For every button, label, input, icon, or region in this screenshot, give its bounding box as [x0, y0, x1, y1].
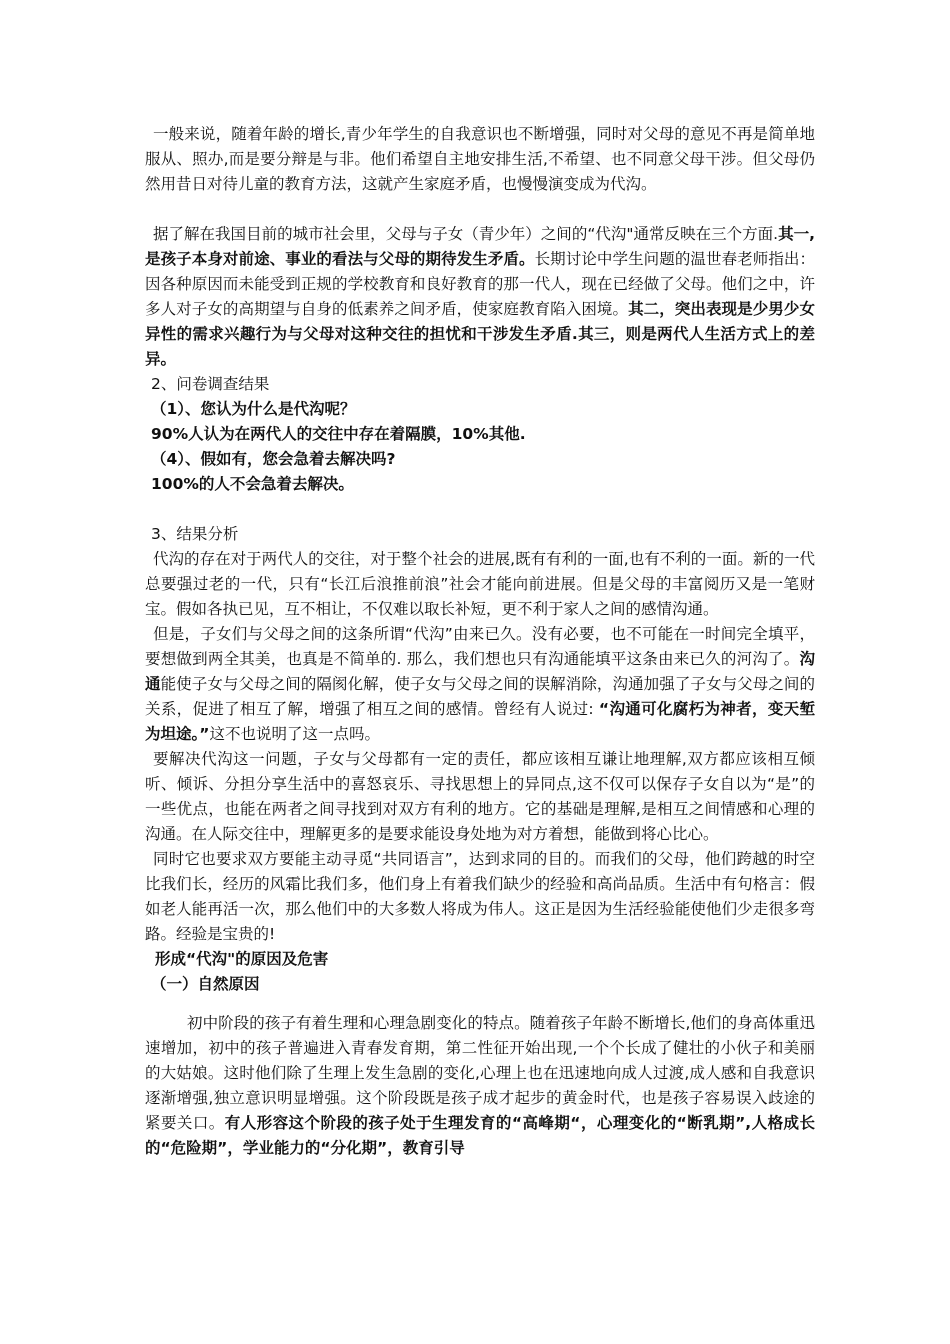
- paragraph-three-aspects: [145, 222, 815, 372]
- survey-answer-4: 100%的人不会急着去解决。: [151, 475, 354, 493]
- aspect-one-bold: 其一,是孩子本身对前途、事业的看法与父母的期待发生矛盾。: [145, 225, 816, 268]
- paragraph-gap: [145, 997, 815, 1011]
- causes-heading: 形成“代沟"的原因及危害: [155, 950, 329, 968]
- survey-heading: 2、问卷调查结果: [151, 375, 270, 393]
- teacher-quote: 长期讨论中学生问题的温世春老师指出：因各种原因而未能受到正规的学校教育和良好教育的那一代人，现在已经做了父母。他们之中，许多人对子女的高期望与自身的低素养之间矛盾，使家庭教育陷入困境。: [145, 250, 815, 318]
- natural-causes-paragraph: 初中阶段的孩子有着生理和心理急剧变化的特点。随着孩子年龄不断增长,他们的身高体重迅速增加，初中的孩子普遍进入青春发育期，第二性征开始出现,一个个长成了健壮的小伙子和美丽的大姑娘。这时他们除了生理上发生急剧的变化,心理上也在迅速地向成人过渡,成人感和自我意识逐渐增强,独立意识明显增强。这个阶段既是孩子成才起步的黄金时代，也是孩子容易误入歧途的紧要关口。有人形容这个阶段的孩子处于生理发育的“高峰期“，心理变化的“断乳期”,人格成长的“危险期”，学业能力的“分化期”，教育引导: [145, 1014, 815, 1157]
- causes-subheading-natural: （一）自然原因: [151, 975, 260, 993]
- document-page: [145, 122, 815, 1161]
- analysis-paragraph-3: 要解决代沟这一问题，子女与父母都有一定的责任，都应该相互谦让地理解,双方都应该相互倾听、倾诉、分担分享生活中的喜怒哀乐、寻找思想上的异同点,这不仅可以保存子女自以为“是”的一些优点，也能在两者之间寻找到对双方有利的地方。它的基础是理解,是相互之间情感和心理的沟通。在人际交往中，理解更多的是要求能设身处地为对方着想，能做到将心比心。: [145, 750, 815, 843]
- natural-causes-bold: 有人形容这个阶段的孩子处于生理发育的“高峰期“，心理变化的“断乳期”,人格成长的“危险期”，学业能力的“分化期”，教育引导: [145, 1114, 815, 1157]
- aspect-two-three-bold: 其二，突出表现是少男少女异性的需求兴趣行为与父母对这种交往的担忧和干涉发生矛盾.其三，则是两代人生活方式上的差异。: [145, 300, 815, 368]
- survey-answer-1: 90%人认为在两代人的交往中存在着隔膜，10%其他.: [151, 425, 526, 443]
- paragraph-gap: [145, 197, 815, 222]
- communication-bold: 沟通: [145, 650, 815, 693]
- survey-question-4: （4）、假如有，您会急着去解决吗?: [151, 450, 396, 468]
- analysis-paragraph-4: 同时它也要求双方要能主动寻觅“共同语言”，达到求同的目的。而我们的父母，他们跨越的时空比我们长，经历的风霜比我们多，他们身上有着我们缺少的经验和高尚品质。生活中有句格言：假如老人能再活一次，那么他们中的大多数人将成为伟人。这正是因为生活经验能使他们少走很多弯路。经验是宝贵的!: [145, 850, 815, 943]
- communication-quote-bold: “沟通可化腐朽为神者，变天堑为坦途。”: [145, 700, 815, 743]
- paragraph-gap: [145, 497, 815, 522]
- analysis-paragraph-1: 代沟的存在对于两代人的交往，对于整个社会的进展,既有有利的一面,也有不利的一面。新的一代总要强过老的一代，只有“长江后浪推前浪”社会才能向前进展。但是父母的丰富阅历又是一笔财宝。假如各执已见，互不相让，不仅难以取长补短，更不利于家人之间的感情沟通。: [145, 550, 815, 618]
- paragraph-intro: 一般来说，随着年龄的增长,青少年学生的自我意识也不断增强，同时对父母的意见不再是简单地服从、照办,而是要分辩是与非。他们希望自主地安排生活,不希望、也不同意父母干涉。但父母仍然用昔日对待儿童的教育方法，这就产生家庭矛盾，也慢慢演变成为代沟。: [145, 125, 815, 193]
- survey-question-1: （1）、您认为什么是代沟呢？: [151, 400, 356, 418]
- analysis-paragraph-2: 但是，子女们与父母之间的这条所谓“代沟”由来已久。没有必要，也不可能在一时间完全填平，要想做到两全其美，也真是不简单的. 那么，我们想也只有沟通能填平这条由来已久的河沟了。沟通能使子女与父母之间的隔阂化解，使子女与父母之间的误解消除，沟通加强了子女与父母之间的关系，促进了相互了解，增强了相互之间的感情。曾经有人说过: “沟通可化腐朽为神者，变天堑为坦途。”这不也说明了这一点吗。: [145, 625, 815, 743]
- analysis-heading: 3、结果分析: [151, 525, 239, 543]
- three-aspects-intro: 据了解在我国目前的城市社会里，父母与子女（青少年）之间的“代沟"通常反映在三个方面.: [153, 225, 779, 243]
